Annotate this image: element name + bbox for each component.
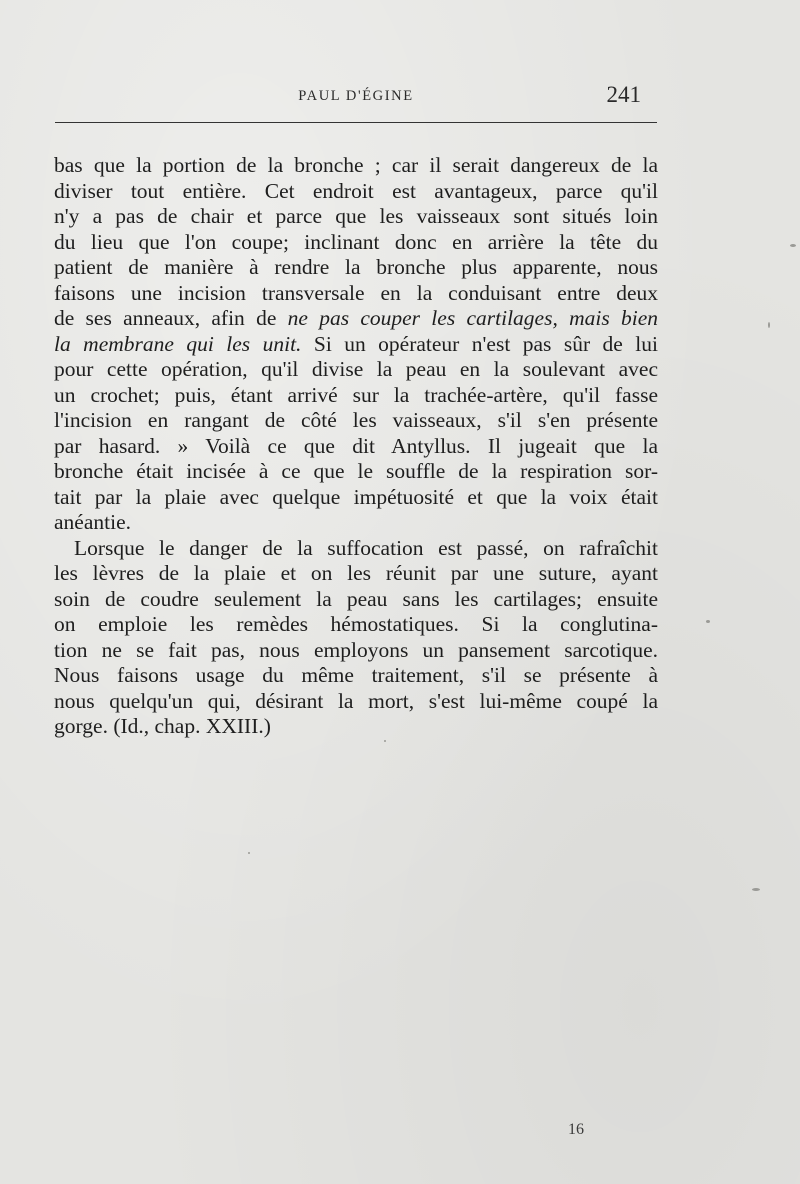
- text-span: de ses anneaux, afin de: [54, 306, 288, 330]
- text-line: tion ne se fait pas, nous employons un pansement sarcotique.: [54, 637, 658, 662]
- text-line: par hasard. » Voilà ce que dit Antyllus. Il jugeait que la: [54, 433, 658, 458]
- text-line: les lèvres de la plaie et on les réunit par une suture, ayant: [54, 561, 658, 585]
- header-rule: [55, 122, 657, 123]
- text-line: Nous faisons usage du même traitement, s'il se présente à: [54, 663, 658, 687]
- text-line: on emploie les remèdes hémostatiques. Si la conglutina-: [54, 612, 658, 636]
- paper-speck: [752, 888, 760, 891]
- text-span: Si un opérateur n'est pas sûr de lui: [301, 331, 658, 356]
- text-line: patient de manière à rendre la bronche plus apparente, nous: [54, 255, 658, 279]
- text-line: bas que la portion de la bronche ; car il serait dangereux de la: [54, 153, 658, 177]
- italic-quote: la membrane qui les unit.: [54, 331, 302, 356]
- page-header: [55, 82, 657, 112]
- paper-speck: [384, 740, 386, 742]
- italic-quote: ne pas couper les cartilages, mais bien: [287, 306, 658, 330]
- paper-speck: [790, 244, 796, 247]
- text-line: faisons une incision transversale en la conduisant entre deux: [54, 280, 658, 305]
- text-line: [54, 332, 658, 358]
- running-head: PAUL D'ÉGINE: [298, 88, 414, 104]
- body-text: [54, 153, 658, 740]
- paper-speck: [706, 620, 710, 623]
- text-line: du lieu que l'on coupe; inclinant donc en arrière la tête du: [54, 229, 658, 254]
- text-line: nous quelqu'un qui, désirant la mort, s'est lui-même coupé la: [54, 688, 658, 713]
- text-line: pour cette opération, qu'il divise la peau en la soulevant avec: [54, 357, 658, 381]
- text-line: soin de coudre seulement la peau sans les cartilages; ensuite: [54, 586, 658, 611]
- text-line: un crochet; puis, étant arrivé sur la trachée-artère, qu'il fasse: [54, 382, 658, 407]
- text-line: [54, 306, 658, 332]
- text-line: bronche était incisée à ce que le souffle de la respiration sor-: [54, 459, 658, 483]
- paper-speck: [248, 852, 250, 854]
- paper-speck: [768, 322, 770, 328]
- text-line: tait par la plaie avec quelque impétuosité et que la voix était: [54, 484, 658, 509]
- signature-mark: 16: [568, 1121, 584, 1138]
- page-number: 241: [606, 82, 641, 107]
- text-line: Lorsque le danger de la suffocation est passé, on rafraîchit: [74, 535, 658, 560]
- text-line: diviser tout entière. Cet endroit est avantageux, parce qu'il: [54, 178, 658, 203]
- text-line: l'incision en rangant de côté les vaisseaux, s'il s'en présente: [54, 408, 658, 432]
- text-line: n'y a pas de chair et parce que les vaisseaux sont situés loin: [54, 204, 658, 228]
- text-line: gorge. (Id., chap. XXIII.): [54, 714, 271, 738]
- text-line: anéantie.: [54, 510, 131, 534]
